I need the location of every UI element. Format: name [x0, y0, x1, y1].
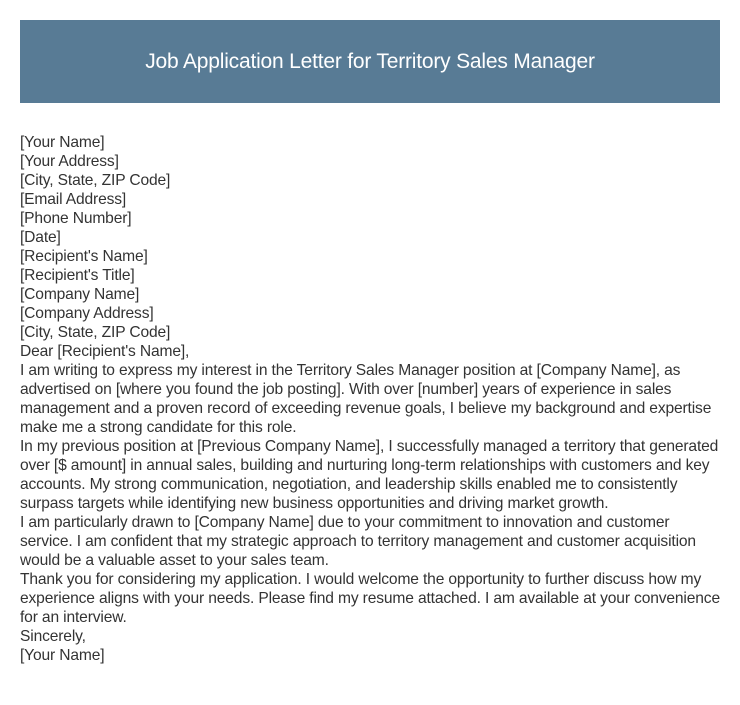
salutation: Dear [Recipient's Name], [20, 343, 190, 360]
paragraph-closing: Thank you for considering my application. I would welcome the opportunity to further discuss how my experience aligns with your needs. Please find my resume attached. I am available at your convenience for an interview. [20, 571, 720, 626]
paragraph-motivation: I am particularly drawn to [Company Name] due to your commitment to innovation and customer service. I am confident that my strategic approach to territory management and customer acquisition would be a valuable asset to your sales team. [20, 514, 696, 569]
letter-body [20, 133, 722, 665]
recipient-company: [Company Name] [20, 286, 140, 303]
recipient-block [20, 247, 722, 342]
recipient-city-state-zip: [City, State, ZIP Code] [20, 324, 171, 341]
paragraph-experience: In my previous position at [Previous Company Name], I successfully managed a territory that generated over [$ amount] in annual sales, building and nurturing long-term relationships with customers and key accounts. My strong communication, negotiation, and leadership skills enabled me to consistently surpass targets while identifying new business opportunities and driving market growth. [20, 438, 719, 512]
closing: Sincerely, [20, 628, 86, 645]
recipient-name: [Recipient's Name] [20, 248, 148, 265]
sender-address: [Your Address] [20, 153, 119, 170]
sender-phone: [Phone Number] [20, 210, 132, 227]
paragraph-introduction: I am writing to express my interest in the Territory Sales Manager position at [Company Name], as advertised on [where you found the job posting]. With over [number] years of experience in sales management and a proven record of exceeding revenue goals, I believe my background and expertise make me a strong candidate for this role. [20, 362, 712, 436]
sender-name: [Your Name] [20, 134, 105, 151]
recipient-title: [Recipient's Title] [20, 267, 135, 284]
title-banner [20, 20, 720, 103]
page-title: Job Application Letter for Territory Sales Manager [145, 49, 595, 73]
sender-email: [Email Address] [20, 191, 127, 208]
sender-city-state-zip: [City, State, ZIP Code] [20, 172, 171, 189]
letter-date: [Date] [20, 229, 61, 246]
signature: [Your Name] [20, 647, 105, 664]
recipient-company-address: [Company Address] [20, 305, 154, 322]
sender-block [20, 133, 722, 228]
